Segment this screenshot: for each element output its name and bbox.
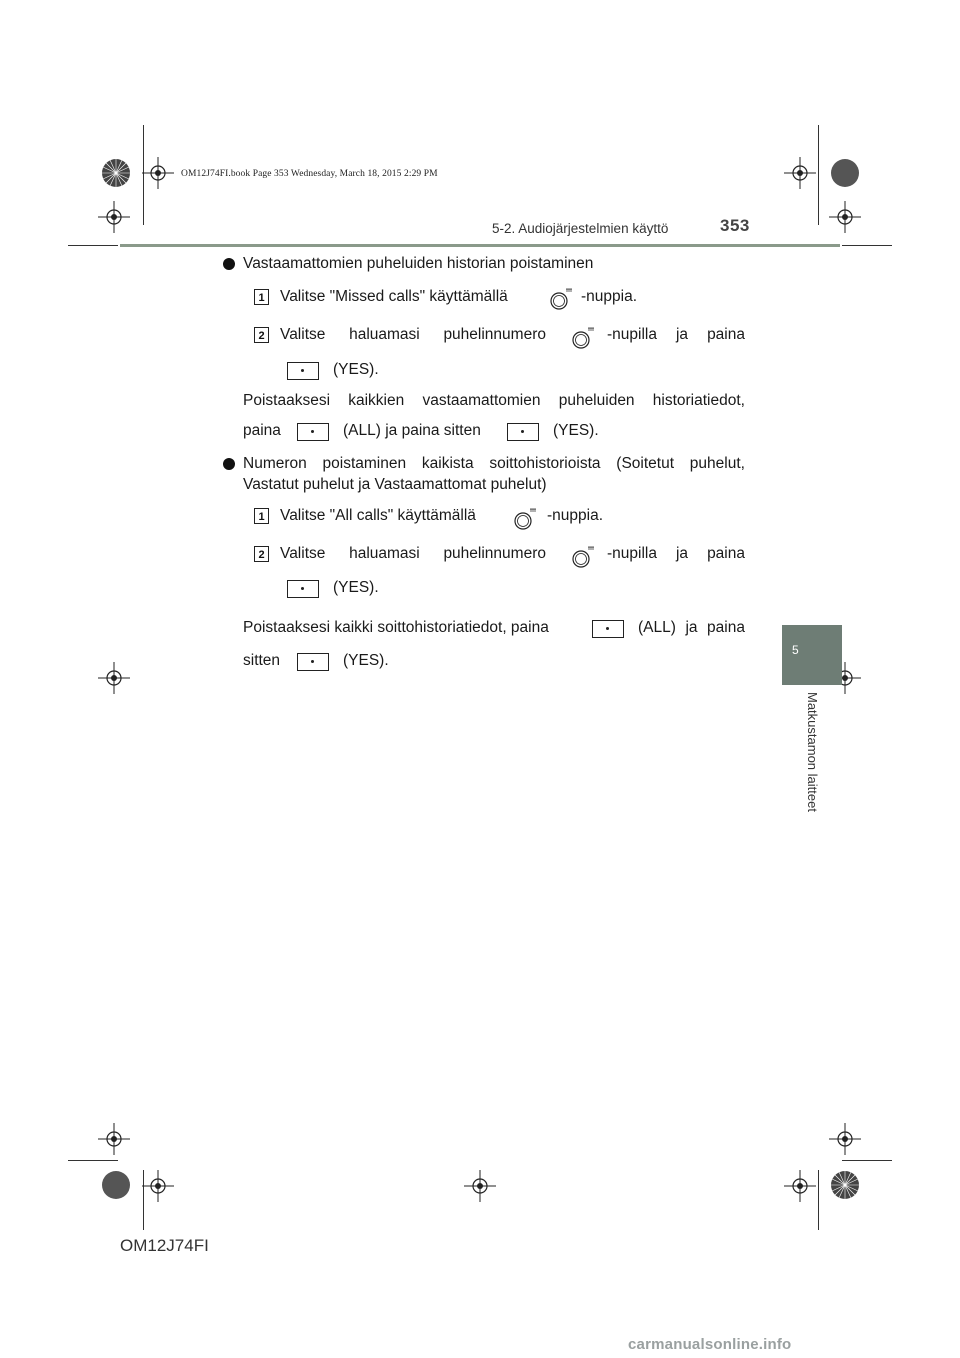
crosshair-mark [784, 1170, 816, 1202]
yes-button-icon [287, 362, 319, 380]
header-rule [120, 244, 840, 247]
step-text: (YES). [333, 579, 379, 596]
bullet-icon [223, 458, 235, 470]
yes-button-icon [507, 423, 539, 441]
all-button-icon [592, 620, 624, 638]
step-text: -nupilla ja paina [607, 326, 745, 343]
crosshair-mark [142, 157, 174, 189]
note-text: Poistaaksesi kaikkien vastaamattomien puheluiden historiatiedot, [243, 392, 745, 409]
note-text: (YES). [343, 652, 389, 669]
chapter-tab [782, 625, 842, 685]
section-heading: Numeron poistaminen kaikista soittohistorioista (Soitetut puhelut, [243, 455, 745, 472]
crosshair-mark [829, 201, 861, 233]
starburst-mark-top-left [101, 158, 131, 188]
step-number: 2 [254, 546, 269, 562]
crosshair-mark [829, 1123, 861, 1155]
section-title: 5-2. Audiojärjestelmien käyttö [492, 221, 669, 236]
tune-knob-icon [569, 544, 599, 574]
yes-button-icon [287, 580, 319, 598]
step-number: 1 [254, 289, 269, 305]
starburst-mark-bottom-left [101, 1170, 131, 1200]
note-text: (ALL) ja paina sitten [343, 422, 481, 439]
step-text: Valitse "Missed calls" käyttämällä [280, 288, 508, 305]
tune-knob-icon [569, 325, 599, 355]
note-text: Poistaaksesi kaikki soittohistoriatiedot, paina [243, 619, 549, 636]
crosshair-mark [784, 157, 816, 189]
step-number: 2 [254, 327, 269, 343]
crosshair-mark [98, 662, 130, 694]
step-text: Valitse haluamasi puhelinnumero [280, 326, 546, 343]
step-text: -nuppia. [547, 507, 604, 524]
tune-knob-icon [547, 286, 577, 316]
step-text: (YES). [333, 361, 379, 378]
step-text: Valitse haluamasi puhelinnumero [280, 545, 546, 562]
step-text: -nuppia. [581, 288, 638, 305]
crosshair-mark [98, 201, 130, 233]
bullet-icon [223, 258, 235, 270]
chapter-number: 5 [792, 643, 799, 657]
step-text: -nupilla ja paina [607, 545, 745, 562]
yes-button-icon [297, 653, 329, 671]
note-text: (ALL) ja paina [638, 619, 745, 636]
chapter-label: Matkustamon laitteet [805, 692, 820, 812]
all-button-icon [297, 423, 329, 441]
tune-knob-icon [511, 506, 541, 536]
crosshair-mark [98, 1123, 130, 1155]
crosshair-mark [142, 1170, 174, 1202]
section-heading: Vastaamattomien puheluiden historian poistaminen [243, 255, 594, 272]
watermark: carmanualsonline.info [628, 1336, 792, 1353]
page-number: 353 [720, 216, 750, 235]
section-heading: Vastatut puhelut ja Vastaamattomat puhelut) [243, 476, 547, 493]
note-text: sitten [243, 652, 281, 669]
book-info: OM12J74FI.book Page 353 Wednesday, March 18, 2015 2:29 PM [181, 169, 438, 179]
step-text: Valitse "All calls" käyttämällä [280, 507, 476, 524]
footer-code: OM12J74FI [120, 1236, 209, 1255]
note-text: paina [243, 422, 281, 439]
starburst-mark-top-right [830, 158, 860, 188]
note-text: (YES). [553, 422, 599, 439]
step-number: 1 [254, 508, 269, 524]
starburst-mark-bottom-right [830, 1170, 860, 1200]
crosshair-mark [464, 1170, 496, 1202]
